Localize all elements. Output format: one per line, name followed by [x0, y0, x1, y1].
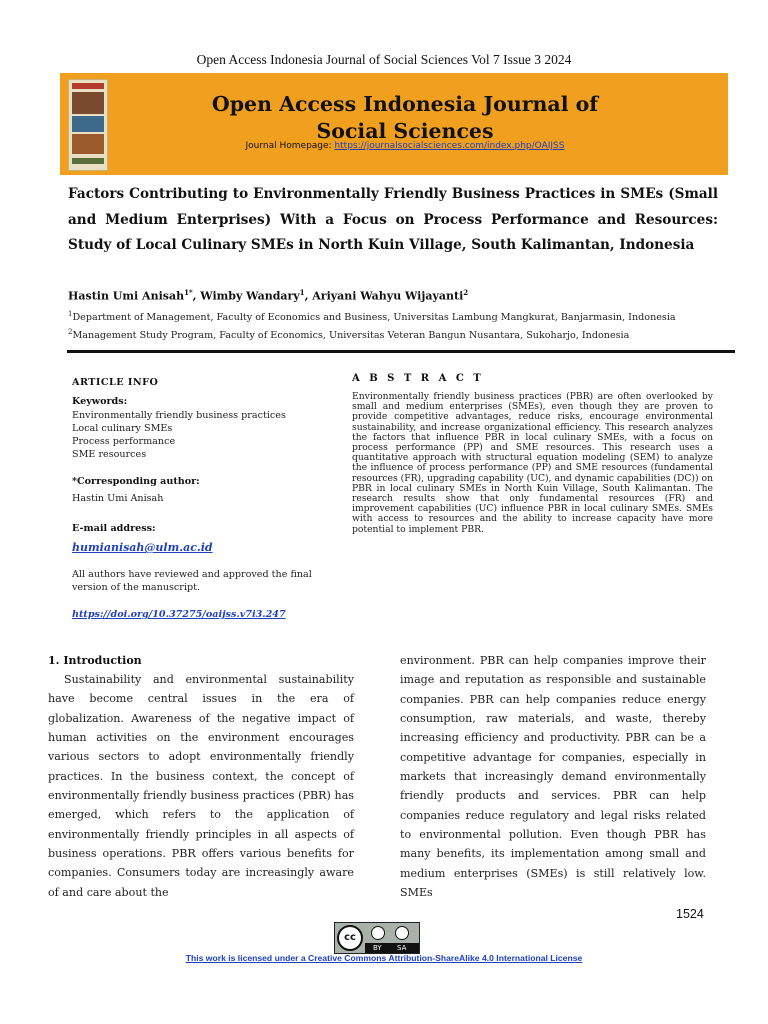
abstract-text: Environmentally friendly business practices (PBR) are often overlooked by small and medium enterprises (SMEs), even though they are proven to provide competitive advantages, reduce risks, encourage environmental sustainability, and increase organizational efficiency. This research analyzes the factors that influence PBR in local culinary SMEs, with a focus on process performance (PP) and SME resources. This research uses a quantitative approach with structural equation modeling (SEM) to analyze the influence of process performance (PP) and SME resources (fundamental resources (FR), upgrading capability (UC), and dynamic capabilities (DC)) on PBR in local culinary SMEs in North Kuin Village, South Kalimantan. The research results show that only fundamental resources (FR) and improvement capabilities (UC) influence PBR in local culinary SMEs. SMEs with access to resources and the ability to increase capacity have more potential to implement PBR.: [352, 391, 713, 535]
cc-sa-label: SA: [397, 944, 407, 952]
body-paragraph: Sustainability and environmental sustainability have become central issues in the era of globalization. Awareness of the negative impact of human activities on the environment encourages various sectors to adopt environmentally friendly practices. In the business context, the concept of environmentally friendly business practices (PBR) has emerged, which refers to the application of environmentally friendly principles in all aspects of business operations. PBR offers various benefits for companies. Consumers today are increasingly aware of and care about the: [48, 673, 354, 899]
share-alike-icon: [395, 926, 409, 940]
page-number: 1524: [676, 907, 704, 921]
homepage-label: Journal Homepage:: [245, 141, 335, 151]
affiliation-text: Management Study Program, Faculty of Economics, Universitas Veteran Bangun Nusantara, Sukoharjo, Indonesia: [72, 330, 630, 342]
cc-logo-icon: cc: [337, 925, 363, 951]
journal-homepage: [160, 141, 650, 151]
body-column-right: [400, 651, 706, 902]
running-header: Open Access Indonesia Journal of Social Sciences Vol 7 Issue 3 2024: [196, 52, 572, 67]
author-name: Hastin Umi Anisah: [68, 289, 185, 303]
body-column-left: [48, 670, 354, 902]
journal-title-line1: Open Access Indonesia Journal of: [211, 92, 599, 116]
author-affiliation-mark: 1*: [184, 288, 193, 297]
doi-link[interactable]: https://doi.org/10.37275/oaijss.v7i3.247: [72, 609, 286, 620]
affiliation-2: [68, 328, 629, 341]
journal-title-line2: Social Sciences: [316, 119, 494, 143]
homepage-link[interactable]: https://journalsocialsciences.com/index.php/OAIJSS: [334, 141, 565, 151]
affiliation-mark: 1: [68, 310, 73, 318]
corresponding-author-name: Hastin Umi Anisah: [72, 493, 164, 504]
journal-banner: [60, 73, 728, 175]
journal-cover-thumbnail: [68, 79, 108, 171]
cc-license-badge[interactable]: [334, 922, 420, 954]
keywords-label: Keywords:: [72, 396, 128, 407]
author-name: Ariyani Wahyu Wijayanti: [312, 289, 464, 303]
keywords-list: [72, 409, 322, 461]
journal-title: [160, 91, 650, 145]
keyword-item: Process performance: [72, 436, 176, 447]
license-link[interactable]: This work is licensed under a Creative Commons Attribution-ShareAlike 4.0 International License: [185, 953, 583, 963]
affiliation-1: [68, 310, 676, 323]
abstract-heading: A B S T R A C T: [352, 373, 484, 384]
keyword-item: SME resources: [72, 449, 147, 460]
body-paragraph: environment. PBR can help companies improve their image and reputation as responsible and sustainable companies. PBR can help companies reduce energy consumption, raw materials, and waste, thereby increasing efficiency and productivity. PBR can be a competitive advantage for companies, especially in markets that increasingly demand environmentally friendly products and services. PBR can help companies reduce regulatory and legal risks related to environmental pollution. Even though PBR has many benefits, its implementation among small and medium enterprises (SMEs) is still relatively low. SMEs: [400, 654, 706, 900]
attribution-icon: [371, 926, 385, 940]
header-divider: [67, 350, 735, 353]
section-heading-introduction: 1. Introduction: [48, 654, 142, 667]
author-affiliation-mark: 1: [299, 288, 305, 297]
cc-by-label: BY: [373, 944, 382, 952]
corresponding-author-label: *Corresponding author:: [72, 476, 200, 487]
approval-statement: All authors have reviewed and approved the final version of the manuscript.: [72, 569, 312, 593]
article-info-heading: ARTICLE INFO: [72, 377, 159, 388]
affiliation-mark: 2: [68, 328, 73, 336]
author-affiliation-mark: 2: [463, 288, 469, 297]
email-link[interactable]: humianisah@ulm.ac.id: [72, 541, 213, 554]
author-name: Wimby Wandary: [200, 289, 300, 303]
keyword-item: Local culinary SMEs: [72, 423, 173, 434]
paper-title: Factors Contributing to Environmentally Friendly Business Practices in SMEs (Small and Medium Enterprises) With a Focus on Process Performance and Resources: Study of Local Culinary SMEs in North Kuin Village, South Kalimantan, Indonesia: [68, 186, 718, 254]
keyword-item: Environmentally friendly business practices: [72, 410, 286, 421]
affiliation-text: Department of Management, Faculty of Economics and Business, Universitas Lambung Mangkurat, Banjarmasin, Indonesia: [72, 312, 676, 324]
email-label: E-mail address:: [72, 523, 156, 534]
author-list: Hastin Umi Anisah$^{1*}$, Wimby Wandary$^1$, Ariyani Wahyu Wijayanti$^2$: [68, 288, 469, 303]
